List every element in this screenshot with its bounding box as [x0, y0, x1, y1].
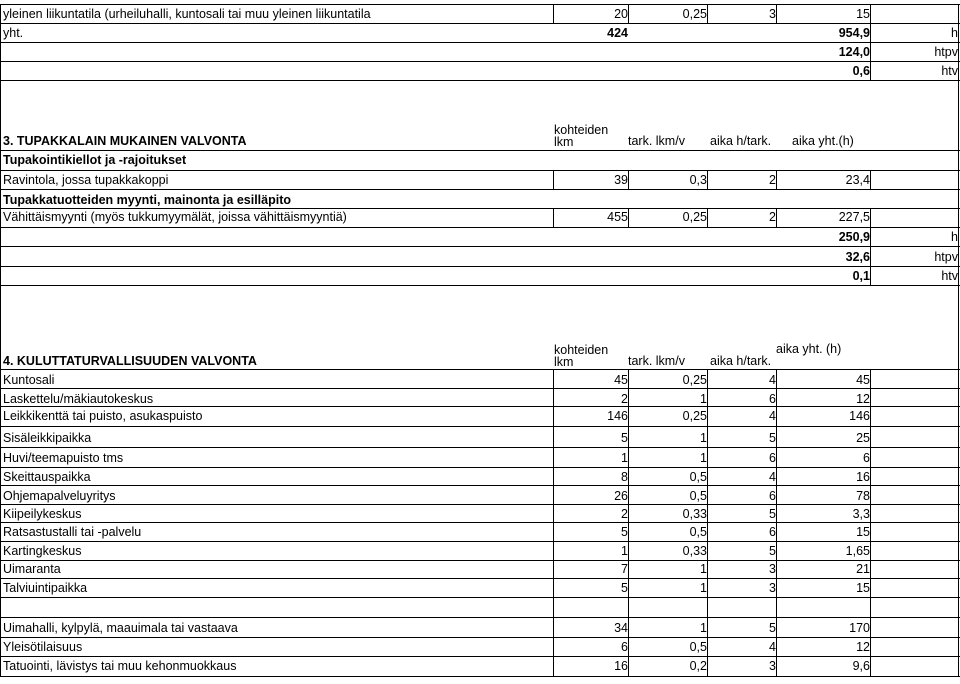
- aika-yht-cell: 227,5: [838, 209, 870, 224]
- section-title: 4. KULUTTATURVALLISUUDEN VALVONTA: [3, 354, 257, 368]
- grid-line: [0, 4, 1, 676]
- aika-tark-cell: 5: [769, 620, 776, 635]
- aika-yht-cell: 15: [856, 524, 870, 539]
- aika-tark-cell: 4: [769, 372, 776, 387]
- row-label: yht.: [3, 26, 24, 40]
- grid-line: [0, 426, 960, 427]
- aika-yht-cell: 23,4: [845, 172, 870, 187]
- grid-line: [0, 406, 960, 407]
- table-row: [0, 370, 960, 389]
- aika-yht-total: 954,9: [838, 26, 870, 40]
- grid-line: [0, 42, 960, 43]
- tark-cell: 0,5: [689, 639, 707, 654]
- section-header: [0, 114, 960, 149]
- aika-tark-cell: 4: [769, 639, 776, 654]
- aika-tark-cell: 3: [769, 658, 776, 673]
- aika-yht-cell: 146: [849, 408, 870, 423]
- aika-tark-cell: 5: [769, 543, 776, 558]
- total-row: [0, 24, 960, 42]
- aika-yht-cell: 21: [856, 561, 870, 576]
- aika-yht-total: 0,6: [852, 64, 870, 78]
- aika-yht-cell: 12: [856, 639, 870, 654]
- row-label: Ravintola, jossa tupakkakoppi: [3, 172, 169, 187]
- grid-line: [0, 447, 960, 448]
- unit-label: htv: [941, 268, 958, 283]
- table-row: [0, 522, 960, 541]
- lkm-cell: 7: [621, 561, 628, 576]
- table-row: [0, 618, 960, 637]
- grid-line: [0, 61, 960, 62]
- row-label: Yleisötilaisuus: [3, 639, 83, 654]
- grid-line: [0, 246, 960, 247]
- grid-line: [958, 4, 959, 676]
- row-label: Tatuointi, lävistys tai muu kehonmuokkaus: [3, 658, 237, 673]
- grid-line: [553, 208, 554, 227]
- grid-line: [0, 227, 960, 228]
- aika-tark-cell: 4: [769, 469, 776, 484]
- table-row: [0, 486, 960, 505]
- aika-yht-cell: 16: [856, 469, 870, 484]
- aika-tark-cell: 6: [769, 488, 776, 503]
- aika-yht-total: 124,0: [838, 45, 870, 59]
- unit-label: h: [951, 229, 958, 244]
- aika-tark-cell: 6: [769, 450, 776, 465]
- table-row: [0, 448, 960, 467]
- grid-line: [0, 388, 960, 389]
- table-row: [0, 656, 960, 675]
- tark-cell: 0,2: [689, 658, 707, 673]
- grid-line: [628, 170, 629, 189]
- lkm-cell: 1: [621, 450, 628, 465]
- subheading: [0, 150, 960, 169]
- grid-line: [0, 189, 960, 190]
- unit-label: htv: [941, 64, 958, 78]
- tark-cell: 0,33: [682, 543, 707, 558]
- lkm-cell: 5: [621, 524, 628, 539]
- table-row: [0, 207, 960, 226]
- tark-cell: 1: [700, 561, 707, 576]
- lkm-cell: 2: [621, 391, 628, 406]
- grid-line: [0, 676, 960, 677]
- total-htv-value: 0,1: [852, 268, 870, 283]
- table-row: [0, 504, 960, 523]
- grid-line: [870, 4, 871, 23]
- row-label: Leikkikenttä tai puisto, asukaspuisto: [3, 408, 203, 423]
- grid-line: [553, 4, 554, 23]
- section-header: [0, 336, 960, 369]
- grid-line: [870, 227, 871, 285]
- lkm-cell: 34: [614, 620, 628, 635]
- grid-line: [0, 504, 960, 505]
- aika-tark-cell: 3: [769, 580, 776, 595]
- table-row: [0, 5, 960, 23]
- row-label: yleinen liikuntatila (urheiluhalli, kuntosali tai muu yleinen liikuntatila: [3, 7, 371, 21]
- aika-tark-cell: 2: [769, 209, 776, 224]
- lkm-cell: 455: [607, 209, 628, 224]
- tark-cell: 0,3: [689, 172, 707, 187]
- grid-line: [0, 23, 960, 24]
- total-row: [0, 266, 960, 285]
- tark-cell: 0,25: [682, 209, 707, 224]
- unit-label: h: [951, 26, 958, 40]
- aika-tark-cell: 3: [769, 561, 776, 576]
- aika-tark-cell: 6: [769, 524, 776, 539]
- total-row: [0, 62, 960, 80]
- tark-cell: 0,25: [682, 7, 707, 21]
- tark-cell: 0,33: [682, 506, 707, 521]
- lkm-cell: 20: [614, 7, 628, 21]
- aika-yht-cell: 78: [856, 488, 870, 503]
- grid-line: [776, 369, 777, 676]
- header-lkm: kohteiden lkm: [554, 343, 609, 369]
- header-tark: tark. lkm/v: [628, 134, 685, 148]
- lkm-cell: 8: [621, 469, 628, 484]
- row-label: Uimaranta: [3, 561, 61, 576]
- grid-line: [0, 467, 960, 468]
- tark-cell: 0,25: [682, 372, 707, 387]
- lkm-cell: 5: [621, 430, 628, 445]
- table-row: [0, 406, 960, 425]
- grid-line: [628, 208, 629, 227]
- grid-line: [0, 656, 960, 657]
- row-label: Ohjemapalveluyritys: [3, 488, 116, 503]
- lkm-cell: 1: [621, 543, 628, 558]
- grid-line: [0, 285, 960, 286]
- row-label: Kiipeilykeskus: [3, 506, 82, 521]
- unit-label: htpv: [934, 45, 958, 59]
- total-row: [0, 247, 960, 266]
- grid-line: [0, 208, 960, 209]
- aika-yht-cell: 170: [849, 620, 870, 635]
- subheading-text: Tupakointikiellot ja -rajoitukset: [3, 152, 187, 167]
- grid-line: [0, 560, 960, 561]
- total-row: [0, 43, 960, 61]
- row-label: Laskettelu/mäkiautokeskus: [3, 391, 154, 406]
- grid-line: [0, 578, 960, 579]
- grid-line: [628, 369, 629, 676]
- lkm-cell: 45: [614, 372, 628, 387]
- grid-line: [870, 170, 871, 189]
- row-label: Sisäleikkipaikka: [3, 430, 92, 445]
- grid-line: [776, 208, 777, 227]
- row-label: Huvi/teemapuisto tms: [3, 450, 124, 465]
- grid-line: [0, 597, 960, 598]
- aika-tark-cell: 5: [769, 430, 776, 445]
- tark-cell: 1: [700, 450, 707, 465]
- grid-line: [0, 637, 960, 638]
- unit-label: htpv: [934, 249, 958, 264]
- table-row: [0, 467, 960, 486]
- lkm-cell: 26: [614, 488, 628, 503]
- grid-line: [0, 485, 960, 486]
- table-row: [0, 428, 960, 447]
- grid-line: [707, 208, 708, 227]
- tark-cell: 1: [700, 580, 707, 595]
- row-label: Skeittauspaikka: [3, 469, 91, 484]
- subheading-text: Tupakkatuotteiden myynti, mainonta ja esilläpito: [3, 192, 292, 207]
- aika-yht-cell: 3,3: [852, 506, 870, 521]
- tark-cell: 0,5: [689, 469, 707, 484]
- header-lkm: kohteiden lkm: [554, 123, 609, 149]
- lkm-total: 424: [607, 26, 628, 40]
- grid-line: [0, 150, 960, 151]
- total-h-value: 250,9: [838, 229, 870, 244]
- aika-tark-cell: 3: [769, 7, 776, 21]
- table-row: [0, 170, 960, 189]
- grid-line: [776, 4, 777, 23]
- grid-line: [0, 617, 960, 618]
- aika-tark-cell: 4: [769, 408, 776, 423]
- aika-tark-cell: 5: [769, 506, 776, 521]
- aika-yht-cell: 15: [856, 580, 870, 595]
- tark-cell: 1: [700, 391, 707, 406]
- tark-cell: 0,25: [682, 408, 707, 423]
- total-htpv-value: 32,6: [845, 249, 870, 264]
- grid-line: [776, 170, 777, 189]
- table-row: [0, 541, 960, 560]
- header-aika-tark: aika h/tark.: [710, 134, 772, 148]
- grid-line: [870, 208, 871, 227]
- row-label: Vähittäismyynti (myös tukkumyymälät, joissa vähittäismyyntiä): [3, 209, 347, 224]
- grid-line: [870, 369, 871, 676]
- grid-line: [0, 369, 960, 370]
- grid-line: [0, 4, 960, 5]
- grid-line: [628, 4, 629, 23]
- row-label: Ratsastustalli tai -palvelu: [3, 524, 142, 539]
- lkm-cell: 2: [621, 506, 628, 521]
- aika-yht-cell: 12: [856, 391, 870, 406]
- table-row: [0, 578, 960, 597]
- aika-yht-cell: 15: [856, 7, 870, 21]
- grid-line: [870, 23, 871, 80]
- aika-tark-cell: 6: [769, 391, 776, 406]
- grid-line: [0, 80, 960, 81]
- aika-yht-cell: 9,6: [852, 658, 870, 673]
- grid-line: [0, 541, 960, 542]
- row-label: Kartingkeskus: [3, 543, 82, 558]
- header-aika-yht: aika yht.(h): [792, 134, 854, 148]
- header-aika-tark: aika h/tark.: [710, 354, 772, 368]
- aika-yht-cell: 45: [856, 372, 870, 387]
- tark-cell: 0,5: [689, 524, 707, 539]
- grid-line: [553, 170, 554, 189]
- total-row: [0, 227, 960, 246]
- grid-line: [707, 4, 708, 23]
- tark-cell: 1: [700, 430, 707, 445]
- lkm-cell: 16: [614, 658, 628, 673]
- lkm-cell: 39: [614, 172, 628, 187]
- tark-cell: 1: [700, 620, 707, 635]
- grid-line: [707, 170, 708, 189]
- grid-line: [0, 266, 960, 267]
- aika-yht-cell: 6: [863, 450, 870, 465]
- table-row: [0, 637, 960, 656]
- lkm-cell: 146: [607, 408, 628, 423]
- grid-line: [0, 170, 960, 171]
- lkm-cell: 6: [621, 639, 628, 654]
- section-title: 3. TUPAKKALAIN MUKAINEN VALVONTA: [3, 134, 247, 148]
- tark-cell: 0,5: [689, 488, 707, 503]
- aika-yht-cell: 1,65: [845, 543, 870, 558]
- lkm-cell: 5: [621, 580, 628, 595]
- header-aika-yht: aika yht. (h): [776, 342, 842, 356]
- grid-line: [707, 369, 708, 676]
- row-label: Talviuintipaikka: [3, 580, 88, 595]
- header-tark: tark. lkm/v: [628, 354, 685, 368]
- aika-yht-cell: 25: [856, 430, 870, 445]
- grid-line: [0, 522, 960, 523]
- row-label: Kuntosali: [3, 372, 55, 387]
- grid-line: [958, 150, 959, 285]
- row-label: Uimahalli, kylpylä, maauimala tai vastaava: [3, 620, 238, 635]
- grid-line: [553, 369, 554, 676]
- table-row: [0, 559, 960, 578]
- aika-tark-cell: 2: [769, 172, 776, 187]
